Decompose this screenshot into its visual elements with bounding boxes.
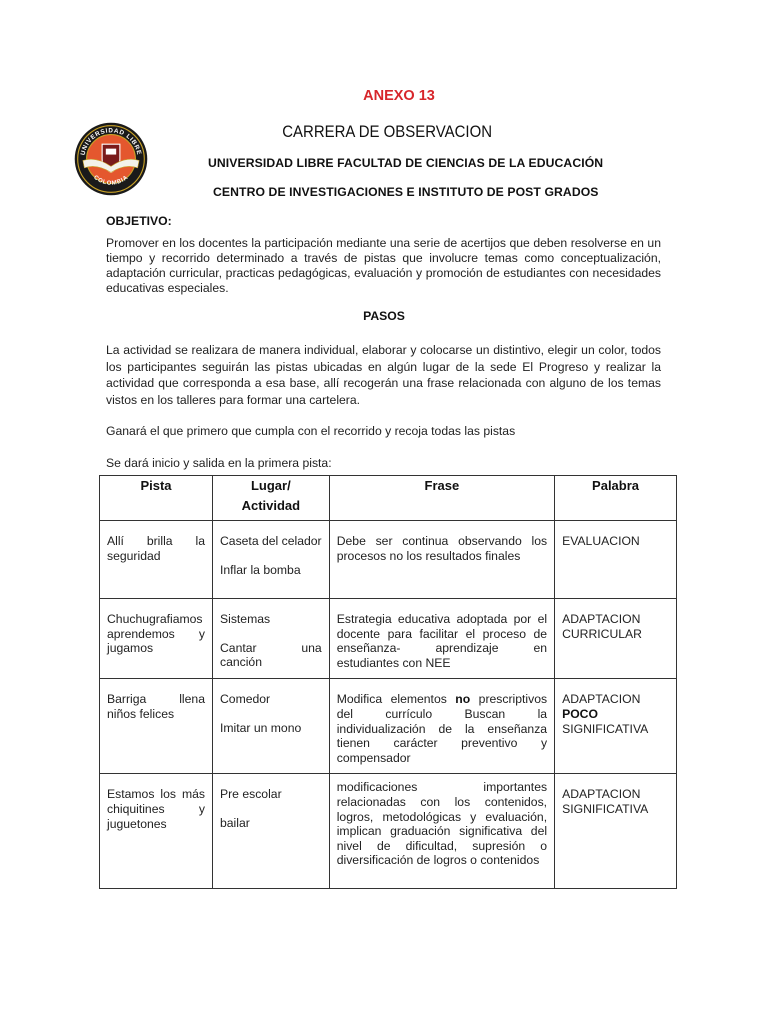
cell-pista: Barriga llena niños felices [100, 679, 213, 774]
header-lugar-actividad: Lugar/ Actividad [212, 476, 329, 521]
institution-name: UNIVERSIDAD LIBRE FACULTAD DE CIENCIAS DE LA EDUCACIÓN [208, 156, 604, 170]
activity: Cantar una canción [219, 640, 322, 670]
steps-text: La actividad se realizara de manera individual, elaborar y colocarse un distintivo, elegir un color, todos los participantes seguirán las pistas ubicadas en algún lugar de la sede El Progreso y realizar la actividad que corresponda a esa base, allí recogerán una frase relacionada con alguno de los temas vistos en los talleres para formar una cartelera. [106, 343, 661, 407]
emphasis-poco: POCO [562, 706, 598, 721]
emphasis-no: no [455, 692, 471, 707]
cell-lugar-actividad [212, 599, 329, 679]
place: Comedor [219, 692, 271, 707]
cell-pista: Allí brilla la seguridad [100, 521, 213, 599]
place: Sistemas [219, 612, 271, 626]
cell-lugar-actividad [212, 774, 329, 889]
table-row [100, 599, 677, 679]
place: Pre escolar [219, 787, 282, 802]
winner-rule: Ganará el que primero que cumpla con el recorrido y recoja todas las pistas [106, 424, 516, 438]
cell-palabra: ADAPTACION POCO SIGNIFICATIVA [555, 679, 677, 774]
activity: Inflar la bomba [219, 562, 301, 577]
table-header-row [100, 476, 677, 521]
cell-pista: Estamos los más chiquitines y juguetones [100, 774, 213, 889]
table-row [100, 679, 677, 774]
table-row [100, 521, 677, 599]
cell-palabra: ADAPTACION SIGNIFICATIVA [555, 774, 677, 889]
objective-heading: OBJETIVO: [106, 214, 172, 228]
header-frase: Frase [329, 476, 554, 521]
header-pista: Pista [100, 476, 213, 521]
document-title: CARRERA DE OBSERVACION [282, 122, 493, 141]
steps-heading: PASOS [363, 309, 405, 323]
cell-pista: Chuchugrafiamos aprendemos y jugamos [100, 599, 213, 679]
svg-text:UNIVERSIDAD LIBRE: UNIVERSIDAD LIBRE [79, 127, 143, 156]
cell-palabra: EVALUACION [555, 521, 677, 599]
place: Caseta del celador [219, 534, 322, 548]
cell-palabra: ADAPTACION CURRICULAR [555, 599, 677, 679]
svg-text:COLOMBIA: COLOMBIA [92, 174, 130, 187]
research-center-name: CENTRO DE INVESTIGACIONES E INSTITUTO DE POST GRADOS [213, 185, 599, 199]
start-instruction: Se dará inicio y salida en la primera pista: [106, 456, 332, 470]
cell-frase: Estrategia educativa adoptada por el docente para facilitar el proceso de enseñanza- aprendizaje en estudiantes con NEE [329, 599, 554, 679]
clues-table [99, 475, 677, 889]
cell-lugar-actividad [212, 521, 329, 599]
cell-frase: Modifica elementos no prescriptivos del currículo Buscan la individualización de la enseñanza tienen carácter preventivo y compensador [329, 679, 554, 774]
cell-frase: modificaciones importantes relacionadas con los contenidos, logros, metodológicas y evaluación, implican graduación significativa del nivel de dificultad, supresión o diversificación de logros o contenidos [329, 774, 554, 889]
cell-lugar-actividad [212, 679, 329, 774]
cell-frase: Debe ser continua observando los procesos no los resultados finales [329, 521, 554, 599]
objective-text: Promover en los docentes la participación mediante una serie de acertijos que deben resolverse en un tiempo y recorrido determinado a través de pistas que involucre temas como conceptualización, adaptación curricular, practicas pedagógicas, evaluación y promoción de estudiantes con necesidades educativas especiales. [106, 236, 661, 295]
activity: Imitar un mono [219, 720, 302, 735]
annex-label: ANEXO 13 [363, 88, 435, 104]
table-row [100, 774, 677, 889]
activity: bailar [219, 815, 250, 830]
header-palabra: Palabra [555, 476, 677, 521]
